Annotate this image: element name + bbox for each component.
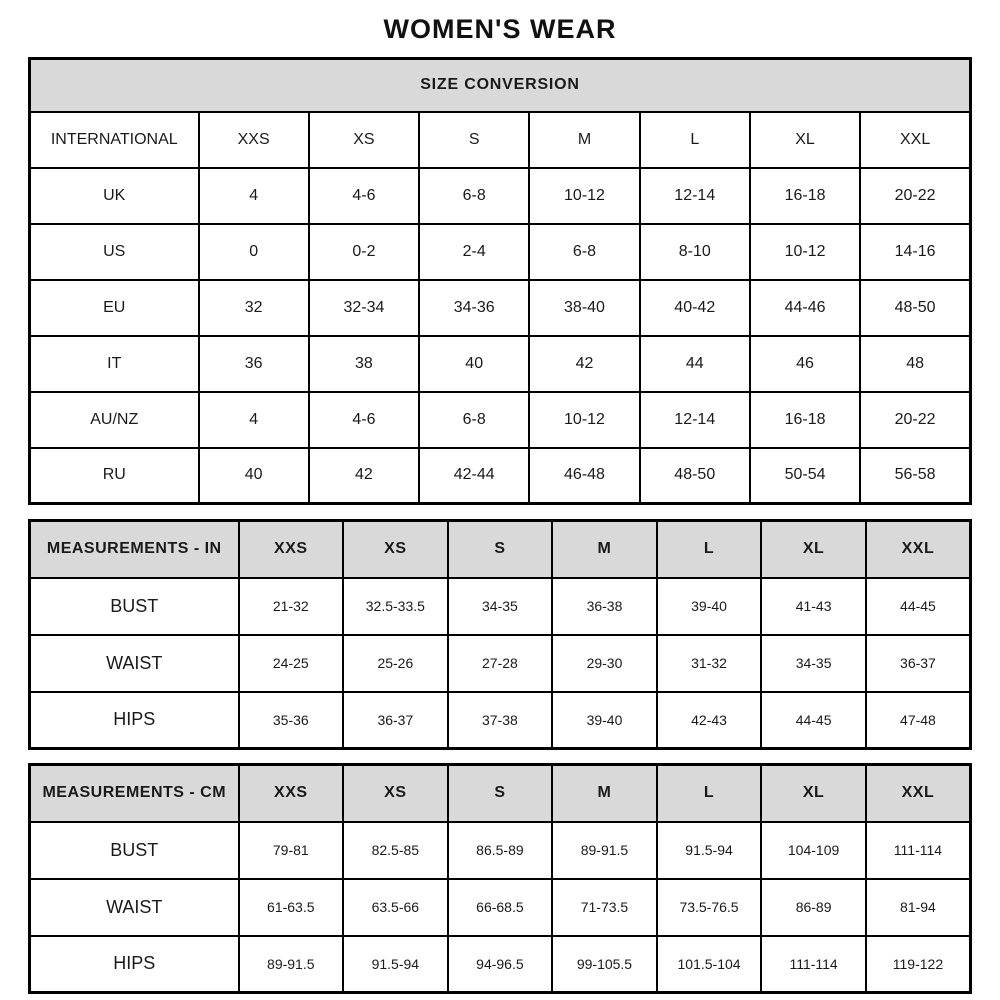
measurements-cm-header: MEASUREMENTS - CM [30, 765, 239, 822]
size-value-cell: 50-54 [750, 448, 860, 504]
measurement-value-cell: 37-38 [448, 692, 553, 749]
size-value-cell: 2-4 [419, 224, 529, 280]
size-value-cell: 40 [419, 336, 529, 392]
size-value-cell: 4-6 [309, 168, 419, 224]
measurement-value-cell: 86.5-89 [448, 822, 553, 879]
measurement-value-cell: 27-28 [448, 635, 553, 692]
measurement-value-cell: 25-26 [343, 635, 448, 692]
measurement-value-cell: 44-45 [761, 692, 866, 749]
size-value-cell: 4 [199, 392, 309, 448]
in-column-header-s: S [448, 521, 553, 578]
table-row-waist-in [30, 635, 971, 692]
column-header-s: S [419, 112, 529, 168]
in-column-header-xs: XS [343, 521, 448, 578]
table-row-hips-in [30, 692, 971, 749]
measurement-value-cell: 94-96.5 [448, 936, 553, 993]
size-value-cell: 36 [199, 336, 309, 392]
measurement-value-cell: 99-105.5 [552, 936, 657, 993]
column-header-xl: XL [750, 112, 860, 168]
size-conversion-column-header-row [30, 112, 971, 168]
size-value-cell: 56-58 [860, 448, 970, 504]
region-label: AU/NZ [30, 392, 199, 448]
cm-column-header-xs: XS [343, 765, 448, 822]
measurement-value-cell: 42-43 [657, 692, 762, 749]
size-value-cell: 48-50 [860, 280, 970, 336]
measurement-value-cell: 104-109 [761, 822, 866, 879]
size-value-cell: 42 [529, 336, 639, 392]
measurement-value-cell: 111-114 [761, 936, 866, 993]
size-value-cell: 6-8 [419, 392, 529, 448]
measurement-value-cell: 89-91.5 [239, 936, 344, 993]
measurement-value-cell: 91.5-94 [343, 936, 448, 993]
measurement-value-cell: 36-37 [866, 635, 971, 692]
measurement-value-cell: 32.5-33.5 [343, 578, 448, 635]
size-value-cell: 12-14 [640, 392, 750, 448]
table-row-us [30, 224, 971, 280]
in-column-header-xl: XL [761, 521, 866, 578]
measurement-value-cell: 79-81 [239, 822, 344, 879]
measurement-value-cell: 91.5-94 [657, 822, 762, 879]
column-header-xxs: XXS [199, 112, 309, 168]
in-column-header-xxl: XXL [866, 521, 971, 578]
column-header-international: INTERNATIONAL [30, 112, 199, 168]
region-label: RU [30, 448, 199, 504]
measurement-label: HIPS [30, 936, 239, 993]
table-row-waist-cm [30, 879, 971, 936]
measurement-value-cell: 111-114 [866, 822, 971, 879]
size-value-cell: 48-50 [640, 448, 750, 504]
measurement-value-cell: 41-43 [761, 578, 866, 635]
size-value-cell: 20-22 [860, 392, 970, 448]
size-value-cell: 38-40 [529, 280, 639, 336]
measurements-in-table [28, 519, 972, 750]
measurements-in-header: MEASUREMENTS - IN [30, 521, 239, 578]
size-value-cell: 42-44 [419, 448, 529, 504]
measurement-value-cell: 101.5-104 [657, 936, 762, 993]
size-value-cell: 16-18 [750, 168, 860, 224]
in-column-header-m: M [552, 521, 657, 578]
cm-column-header-l: L [657, 765, 762, 822]
measurement-value-cell: 86-89 [761, 879, 866, 936]
measurement-value-cell: 47-48 [866, 692, 971, 749]
size-value-cell: 40 [199, 448, 309, 504]
cm-column-header-s: S [448, 765, 553, 822]
measurement-value-cell: 36-38 [552, 578, 657, 635]
size-value-cell: 6-8 [529, 224, 639, 280]
size-value-cell: 4 [199, 168, 309, 224]
size-value-cell: 42 [309, 448, 419, 504]
measurement-value-cell: 89-91.5 [552, 822, 657, 879]
measurement-value-cell: 81-94 [866, 879, 971, 936]
column-header-xs: XS [309, 112, 419, 168]
cm-column-header-xxs: XXS [239, 765, 344, 822]
size-conversion-table [28, 57, 972, 505]
region-label: US [30, 224, 199, 280]
measurement-value-cell: 39-40 [552, 692, 657, 749]
size-value-cell: 16-18 [750, 392, 860, 448]
measurement-value-cell: 21-32 [239, 578, 344, 635]
measurement-value-cell: 29-30 [552, 635, 657, 692]
size-value-cell: 6-8 [419, 168, 529, 224]
page-title: WOMEN'S WEAR [383, 14, 617, 44]
size-value-cell: 44 [640, 336, 750, 392]
size-value-cell: 48 [860, 336, 970, 392]
cm-column-header-xxl: XXL [866, 765, 971, 822]
size-conversion-banner: SIZE CONVERSION [30, 59, 971, 112]
table-row-bust-in [30, 578, 971, 635]
measurement-value-cell: 71-73.5 [552, 879, 657, 936]
size-value-cell: 12-14 [640, 168, 750, 224]
measurement-label: WAIST [30, 635, 239, 692]
size-value-cell: 46 [750, 336, 860, 392]
size-value-cell: 44-46 [750, 280, 860, 336]
table-row-ru [30, 448, 971, 504]
measurement-label: HIPS [30, 692, 239, 749]
measurement-value-cell: 34-35 [761, 635, 866, 692]
size-value-cell: 20-22 [860, 168, 970, 224]
size-value-cell: 32-34 [309, 280, 419, 336]
size-value-cell: 46-48 [529, 448, 639, 504]
measurement-value-cell: 31-32 [657, 635, 762, 692]
measurements-in-header-row [30, 521, 971, 578]
measurement-value-cell: 39-40 [657, 578, 762, 635]
measurement-label: WAIST [30, 879, 239, 936]
measurement-label: BUST [30, 822, 239, 879]
measurement-value-cell: 44-45 [866, 578, 971, 635]
cm-column-header-m: M [552, 765, 657, 822]
size-value-cell: 10-12 [750, 224, 860, 280]
table-row-aunz [30, 392, 971, 448]
measurement-value-cell: 24-25 [239, 635, 344, 692]
measurement-value-cell: 66-68.5 [448, 879, 553, 936]
measurements-cm-table [28, 763, 972, 994]
table-row-eu [30, 280, 971, 336]
column-header-l: L [640, 112, 750, 168]
table-row-uk [30, 168, 971, 224]
cm-column-header-xl: XL [761, 765, 866, 822]
in-column-header-xxs: XXS [239, 521, 344, 578]
size-value-cell: 14-16 [860, 224, 970, 280]
region-label: UK [30, 168, 199, 224]
measurement-value-cell: 119-122 [866, 936, 971, 993]
table-row-bust-cm [30, 822, 971, 879]
measurement-value-cell: 73.5-76.5 [657, 879, 762, 936]
measurement-value-cell: 35-36 [239, 692, 344, 749]
region-label: EU [30, 280, 199, 336]
size-value-cell: 10-12 [529, 168, 639, 224]
size-value-cell: 0 [199, 224, 309, 280]
column-header-m: M [529, 112, 639, 168]
size-value-cell: 34-36 [419, 280, 529, 336]
column-header-xxl: XXL [860, 112, 970, 168]
measurement-value-cell: 82.5-85 [343, 822, 448, 879]
size-value-cell: 0-2 [309, 224, 419, 280]
measurement-value-cell: 34-35 [448, 578, 553, 635]
measurement-value-cell: 36-37 [343, 692, 448, 749]
measurements-cm-header-row [30, 765, 971, 822]
measurement-value-cell: 61-63.5 [239, 879, 344, 936]
size-value-cell: 40-42 [640, 280, 750, 336]
table-row-it [30, 336, 971, 392]
size-value-cell: 8-10 [640, 224, 750, 280]
table-row-hips-cm [30, 936, 971, 993]
size-value-cell: 10-12 [529, 392, 639, 448]
size-value-cell: 32 [199, 280, 309, 336]
measurement-label: BUST [30, 578, 239, 635]
in-column-header-l: L [657, 521, 762, 578]
size-conversion-banner-row [30, 59, 971, 112]
size-value-cell: 4-6 [309, 392, 419, 448]
region-label: IT [30, 336, 199, 392]
measurement-value-cell: 63.5-66 [343, 879, 448, 936]
size-value-cell: 38 [309, 336, 419, 392]
